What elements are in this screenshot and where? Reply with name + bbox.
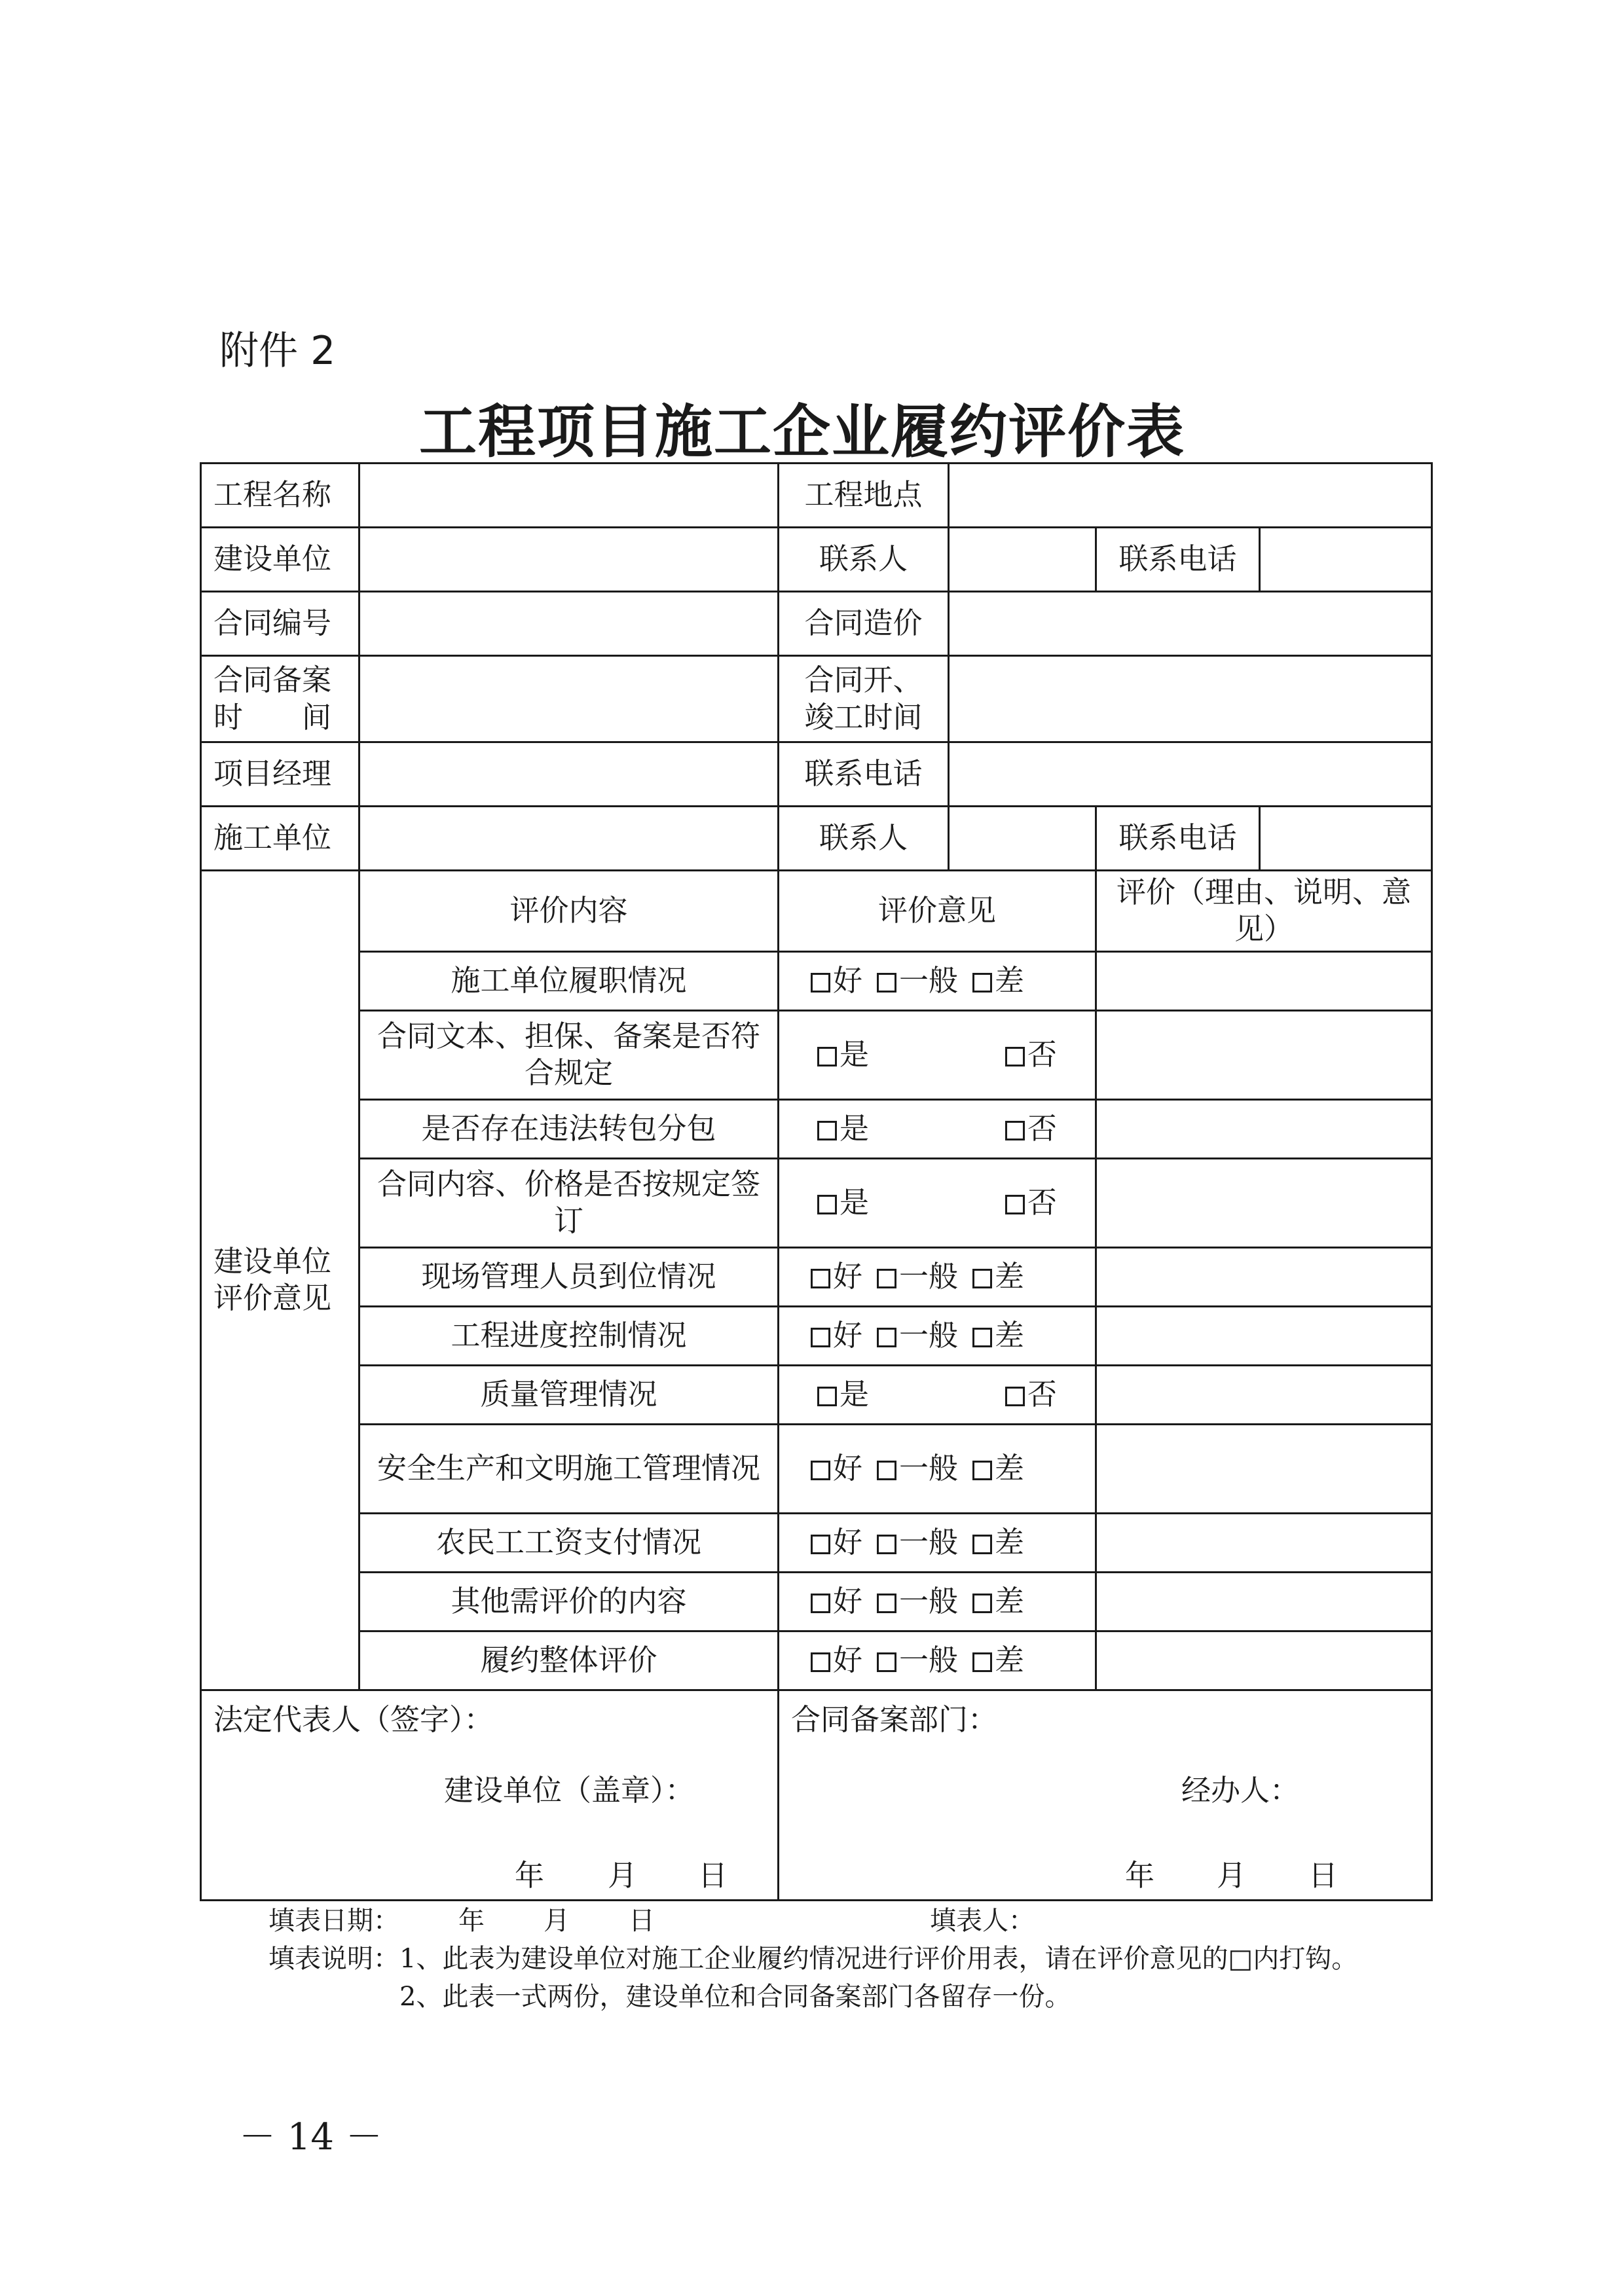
- contract-no-value[interactable]: [360, 592, 779, 656]
- col-opinion-header: 评价意见: [779, 871, 1096, 952]
- eval-row: [201, 951, 1432, 1010]
- option-normal[interactable]: 一般: [877, 1317, 958, 1354]
- row-construction: [201, 807, 1432, 871]
- checkbox-icon[interactable]: [1005, 1047, 1025, 1066]
- checkbox-icon[interactable]: [1005, 1387, 1025, 1406]
- row-eval-header: [201, 871, 1432, 952]
- option-normal[interactable]: 一般: [877, 1642, 958, 1679]
- eval-row: [201, 1247, 1432, 1306]
- option-no[interactable]: 否: [1005, 1184, 1057, 1221]
- eval-item-label: 是否存在违法转包分包: [360, 1099, 779, 1158]
- eval-options: [779, 1631, 1096, 1690]
- eval-item-label: 其他需评价的内容: [360, 1572, 779, 1631]
- checkbox-icon[interactable]: [877, 1594, 896, 1613]
- construction-contact-label: 联系人: [779, 807, 949, 871]
- row-project: [201, 464, 1432, 528]
- checkbox-icon[interactable]: [811, 1535, 830, 1554]
- eval-reason-value[interactable]: [1096, 1306, 1432, 1365]
- filing-time-label-line1: 合同备案: [213, 663, 332, 698]
- filing-day-label: 日: [1308, 1857, 1338, 1893]
- checkbox-icon[interactable]: [877, 1535, 896, 1554]
- checkbox-icon[interactable]: [817, 1195, 837, 1214]
- builder-day-label: 日: [698, 1857, 728, 1893]
- eval-item-label: 合同文本、担保、备案是否符合规定: [360, 1010, 779, 1099]
- handler-label: 经办人：: [1181, 1772, 1300, 1808]
- contract-dates-label-line2: 竣工时间: [804, 699, 923, 735]
- construction-unit-value[interactable]: [360, 807, 779, 871]
- eval-row: [201, 1513, 1432, 1572]
- row-builder: [201, 528, 1432, 592]
- eval-row: [201, 1306, 1432, 1365]
- eval-item-label: 安全生产和文明施工管理情况: [360, 1424, 779, 1513]
- builder-phone-value[interactable]: [1260, 528, 1432, 592]
- option-bad[interactable]: 差: [972, 1583, 1024, 1620]
- fill-date-label: 填表日期：: [268, 1906, 399, 1936]
- option-no[interactable]: 否: [1005, 1036, 1057, 1073]
- builder-unit-label: 建设单位: [201, 528, 360, 592]
- eval-reason-value[interactable]: [1096, 1631, 1432, 1690]
- option-yes[interactable]: 是: [817, 1110, 869, 1147]
- option-yes[interactable]: 是: [817, 1184, 869, 1221]
- eval-item-label: 农民工工资支付情况: [360, 1513, 779, 1572]
- filler-label: 填表人：: [930, 1906, 1035, 1936]
- checkbox-icon[interactable]: [817, 1387, 837, 1406]
- contract-dates-label: [779, 656, 949, 742]
- option-normal[interactable]: 一般: [877, 1258, 958, 1295]
- checkbox-icon[interactable]: [972, 1652, 992, 1672]
- builder-signature-cell[interactable]: [201, 1690, 779, 1900]
- project-location-label: 工程地点: [779, 464, 949, 528]
- checkbox-icon[interactable]: [877, 1461, 896, 1480]
- checkbox-icon[interactable]: [811, 973, 830, 993]
- form-title: 工程项目施工企业履约评价表: [418, 397, 1185, 465]
- construction-phone-label: 联系电话: [1096, 807, 1260, 871]
- option-good[interactable]: 好: [811, 1317, 862, 1354]
- eval-item-label: 现场管理人员到位情况: [360, 1247, 779, 1306]
- eval-options: [779, 1010, 1096, 1099]
- eval-item-label: 履约整体评价: [360, 1631, 779, 1690]
- option-no[interactable]: 否: [1005, 1376, 1057, 1413]
- checkbox-icon[interactable]: [877, 973, 896, 993]
- option-no[interactable]: 否: [1005, 1110, 1057, 1147]
- eval-row: [201, 1424, 1432, 1513]
- eval-section-label-line2: 评价意见: [213, 1281, 332, 1316]
- eval-options: [779, 1513, 1096, 1572]
- eval-reason-value[interactable]: [1096, 1513, 1432, 1572]
- option-bad[interactable]: 差: [972, 962, 1024, 999]
- eval-row: [201, 1158, 1432, 1247]
- checkbox-icon[interactable]: [811, 1652, 830, 1672]
- row-dates: [201, 656, 1432, 742]
- eval-options: [779, 951, 1096, 1010]
- row-manager: [201, 742, 1432, 807]
- attachment-label: 附件 2: [219, 328, 336, 374]
- option-bad[interactable]: 差: [972, 1317, 1024, 1354]
- fill-day-label: 日: [629, 1906, 655, 1936]
- option-good[interactable]: 好: [811, 1642, 862, 1679]
- eval-options: [779, 1099, 1096, 1158]
- option-good[interactable]: 好: [811, 1450, 862, 1487]
- option-bad[interactable]: 差: [972, 1258, 1024, 1295]
- eval-options: [779, 1365, 1096, 1424]
- construction-contact-value[interactable]: [949, 807, 1096, 871]
- eval-reason-value[interactable]: [1096, 1099, 1432, 1158]
- filing-year-label: 年: [1125, 1857, 1155, 1893]
- note-1: 1、此表为建设单位对施工企业履约情况进行评价用表，请在评价意见的□内打钩。: [399, 1944, 1358, 1974]
- eval-reason-value[interactable]: [1096, 1247, 1432, 1306]
- contract-price-label: 合同造价: [779, 592, 949, 656]
- contract-dates-value[interactable]: [949, 656, 1432, 742]
- checkbox-icon[interactable]: [972, 1328, 992, 1347]
- filing-dept-label: 合同备案部门：: [791, 1702, 998, 1737]
- option-bad[interactable]: 差: [972, 1642, 1024, 1679]
- checkbox-icon[interactable]: [972, 1269, 992, 1288]
- project-name-label: 工程名称: [201, 464, 360, 528]
- eval-options: [779, 1247, 1096, 1306]
- col-reason-header: 评价（理由、说明、意见）: [1096, 871, 1432, 952]
- note-label: 填表说明：: [268, 1944, 399, 1974]
- eval-item-label: 合同内容、价格是否按规定签订: [360, 1158, 779, 1247]
- eval-row: [201, 1099, 1432, 1158]
- checkbox-icon[interactable]: [972, 1535, 992, 1554]
- row-contract: [201, 592, 1432, 656]
- eval-row: [201, 1010, 1432, 1099]
- eval-options: [779, 1306, 1096, 1365]
- builder-contact-label: 联系人: [779, 528, 949, 592]
- filing-dept-cell[interactable]: [779, 1690, 1432, 1900]
- eval-section-label: [201, 871, 360, 1690]
- checkbox-icon[interactable]: [1005, 1195, 1025, 1214]
- eval-section-label-line1: 建设单位: [213, 1244, 332, 1279]
- eval-reason-value[interactable]: [1096, 1010, 1432, 1099]
- fill-year-label: 年: [458, 1906, 485, 1936]
- filing-time-label: [201, 656, 360, 742]
- filing-month-label: 月: [1217, 1857, 1247, 1893]
- option-bad[interactable]: 差: [972, 1450, 1024, 1487]
- construction-phone-value[interactable]: [1260, 807, 1432, 871]
- option-bad[interactable]: 差: [972, 1524, 1024, 1561]
- eval-options: [779, 1424, 1096, 1513]
- checkbox-icon[interactable]: [972, 1594, 992, 1613]
- project-location-value[interactable]: [949, 464, 1432, 528]
- option-yes[interactable]: 是: [817, 1036, 869, 1073]
- checkbox-icon[interactable]: [877, 1269, 896, 1288]
- checkbox-icon[interactable]: [817, 1121, 837, 1140]
- option-normal[interactable]: 一般: [877, 962, 958, 999]
- filing-time-label-line2: 时 间: [213, 699, 332, 735]
- checkbox-icon[interactable]: [972, 973, 992, 993]
- eval-row: [201, 1572, 1432, 1631]
- option-good[interactable]: 好: [811, 1583, 862, 1620]
- option-good[interactable]: 好: [811, 1524, 862, 1561]
- option-normal[interactable]: 一般: [877, 1583, 958, 1620]
- checkbox-icon[interactable]: [811, 1269, 830, 1288]
- project-manager-value[interactable]: [360, 742, 779, 807]
- builder-seal-label: 建设单位（盖章）：: [444, 1772, 695, 1808]
- legal-rep-label: 法定代表人（签字）：: [213, 1702, 494, 1737]
- builder-phone-label: 联系电话: [1096, 528, 1260, 592]
- checkbox-icon[interactable]: [811, 1328, 830, 1347]
- page-number: － 14 －: [239, 2116, 382, 2159]
- contract-no-label: 合同编号: [201, 592, 360, 656]
- project-manager-label: 项目经理: [201, 742, 360, 807]
- project-name-value[interactable]: [360, 464, 779, 528]
- checkbox-icon[interactable]: [877, 1328, 896, 1347]
- manager-phone-label: 联系电话: [779, 742, 949, 807]
- eval-options: [779, 1572, 1096, 1631]
- checkbox-icon[interactable]: [877, 1652, 896, 1672]
- checkbox-icon[interactable]: [972, 1461, 992, 1480]
- eval-reason-value[interactable]: [1096, 1365, 1432, 1424]
- evaluation-form-table: [200, 462, 1433, 1901]
- checkbox-icon[interactable]: [817, 1047, 837, 1066]
- contract-dates-label-line1: 合同开、: [804, 663, 923, 698]
- option-good[interactable]: 好: [811, 962, 862, 999]
- builder-unit-value[interactable]: [360, 528, 779, 592]
- manager-phone-value[interactable]: [949, 742, 1432, 807]
- eval-item-label: 工程进度控制情况: [360, 1306, 779, 1365]
- eval-reason-value[interactable]: [1096, 1424, 1432, 1513]
- eval-item-label: 施工单位履职情况: [360, 951, 779, 1010]
- eval-options: [779, 1158, 1096, 1247]
- option-good[interactable]: 好: [811, 1258, 862, 1295]
- checkbox-icon[interactable]: [811, 1594, 830, 1613]
- eval-row: [201, 1365, 1432, 1424]
- note-2: 2、此表一式两份，建设单位和合同备案部门各留存一份。: [399, 1982, 1071, 2012]
- eval-reason-value[interactable]: [1096, 1158, 1432, 1247]
- eval-row: [201, 1631, 1432, 1690]
- fill-month-label: 月: [544, 1906, 570, 1936]
- eval-item-label: 质量管理情况: [360, 1365, 779, 1424]
- builder-year-label: 年: [515, 1857, 545, 1893]
- option-normal[interactable]: 一般: [877, 1524, 958, 1561]
- eval-reason-value[interactable]: [1096, 951, 1432, 1010]
- checkbox-icon[interactable]: [811, 1461, 830, 1480]
- checkbox-icon[interactable]: [1005, 1121, 1025, 1140]
- eval-reason-value[interactable]: [1096, 1572, 1432, 1631]
- construction-unit-label: 施工单位: [201, 807, 360, 871]
- option-yes[interactable]: 是: [817, 1376, 869, 1413]
- col-content-header: 评价内容: [360, 871, 779, 952]
- contract-price-value[interactable]: [949, 592, 1432, 656]
- option-normal[interactable]: 一般: [877, 1450, 958, 1487]
- builder-contact-value[interactable]: [949, 528, 1096, 592]
- builder-month-label: 月: [608, 1857, 638, 1893]
- row-signature: [201, 1690, 1432, 1900]
- filing-time-value[interactable]: [360, 656, 779, 742]
